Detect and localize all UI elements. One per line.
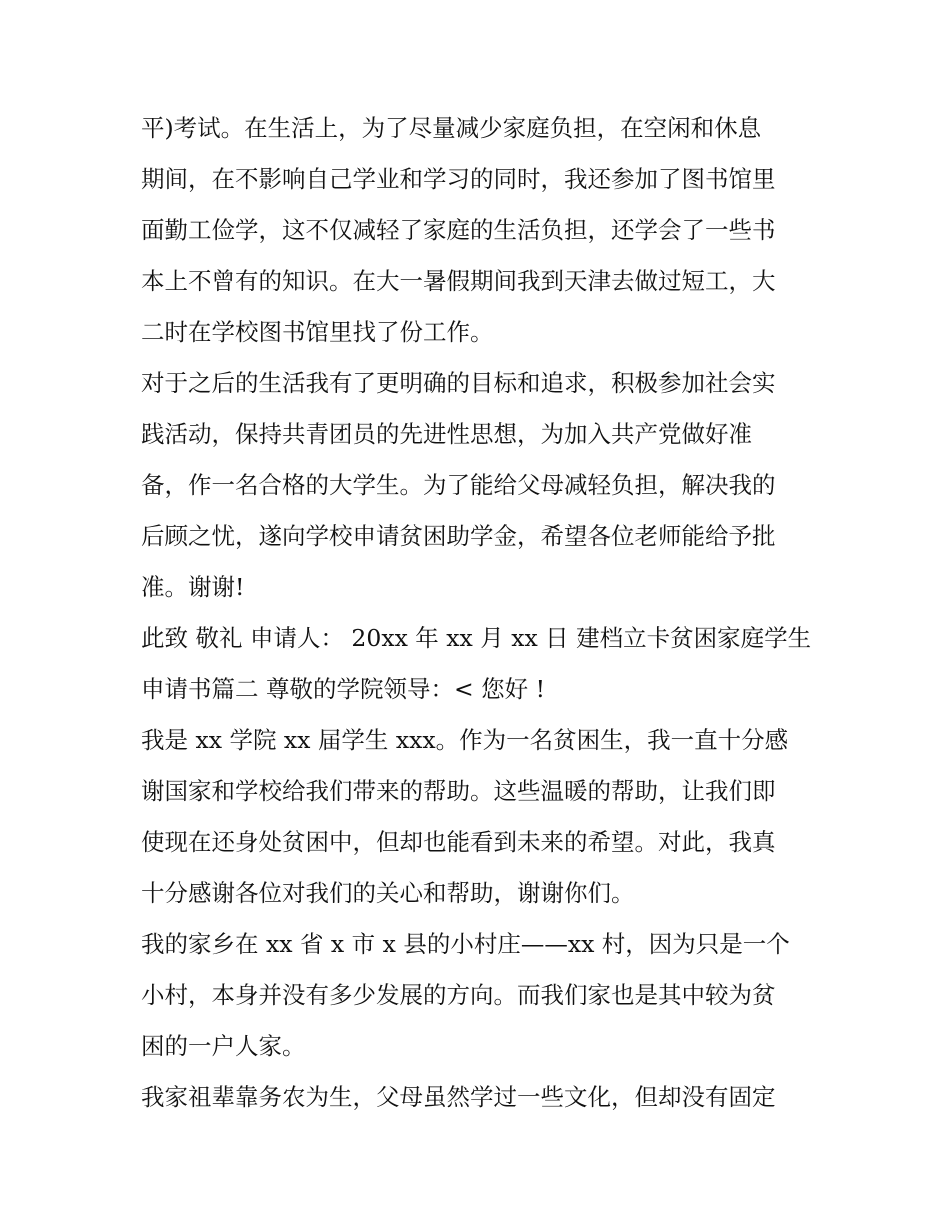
text-line: 谢国家和学校给我们带来的帮助。这些温暖的帮助，让我们即	[141, 777, 776, 805]
text-line: 我的家乡在 xx 省 x 市 x 县的小村庄——xx 村，因为只是一个	[141, 930, 790, 958]
text-line: 困的一户人家。	[141, 1032, 306, 1060]
text-line: 平)考试。在生活上，为了尽量减少家庭负担，在空闲和休息	[141, 114, 762, 142]
text-line: 我是 xx 学院 xx 届学生 xxx。作为一名贫困生，我一直十分感	[141, 726, 789, 754]
text-line: 十分感谢各位对我们的关心和帮助，谢谢你们。	[141, 879, 635, 907]
text-line: 小村，本身并没有多少发展的方向。而我们家也是其中较为贫	[141, 981, 776, 1009]
text-line: 我家祖辈靠务农为生，父母虽然学过一些文化，但却没有固定	[141, 1083, 776, 1111]
text-line: 使现在还身处贫困中，但却也能看到未来的希望。对此，我真	[141, 828, 776, 856]
text-line: 面勤工俭学，这不仅减轻了家庭的生活负担，还学会了一些书	[141, 216, 776, 244]
text-line: 申请书篇二 尊敬的学院领导：< 您好 !	[141, 675, 546, 703]
text-line: 此致 敬礼 申请人： 20xx 年 xx 月 xx 日 建档立卡贫困家庭学生	[141, 624, 812, 652]
text-line: 期间，在不影响自己学业和学习的同时，我还参加了图书馆里	[141, 165, 776, 193]
text-line: 本上不曾有的知识。在大一暑假期间我到天津去做过短工，大	[141, 267, 776, 295]
text-line: 践活动，保持共青团员的先进性思想，为加入共产党做好准	[141, 420, 752, 448]
text-line: 备，作一名合格的大学生。为了能给父母减轻负担，解决我的	[141, 471, 776, 499]
text-line: 后顾之忧，遂向学校申请贫困助学金，希望各位老师能给予批	[141, 522, 776, 550]
text-line: 准。谢谢!	[141, 573, 245, 601]
document-body	[141, 103, 813, 1123]
text-line: 二时在学校图书馆里找了份工作。	[141, 318, 494, 346]
text-line: 对于之后的生活我有了更明确的目标和追求，积极参加社会实	[141, 369, 776, 397]
